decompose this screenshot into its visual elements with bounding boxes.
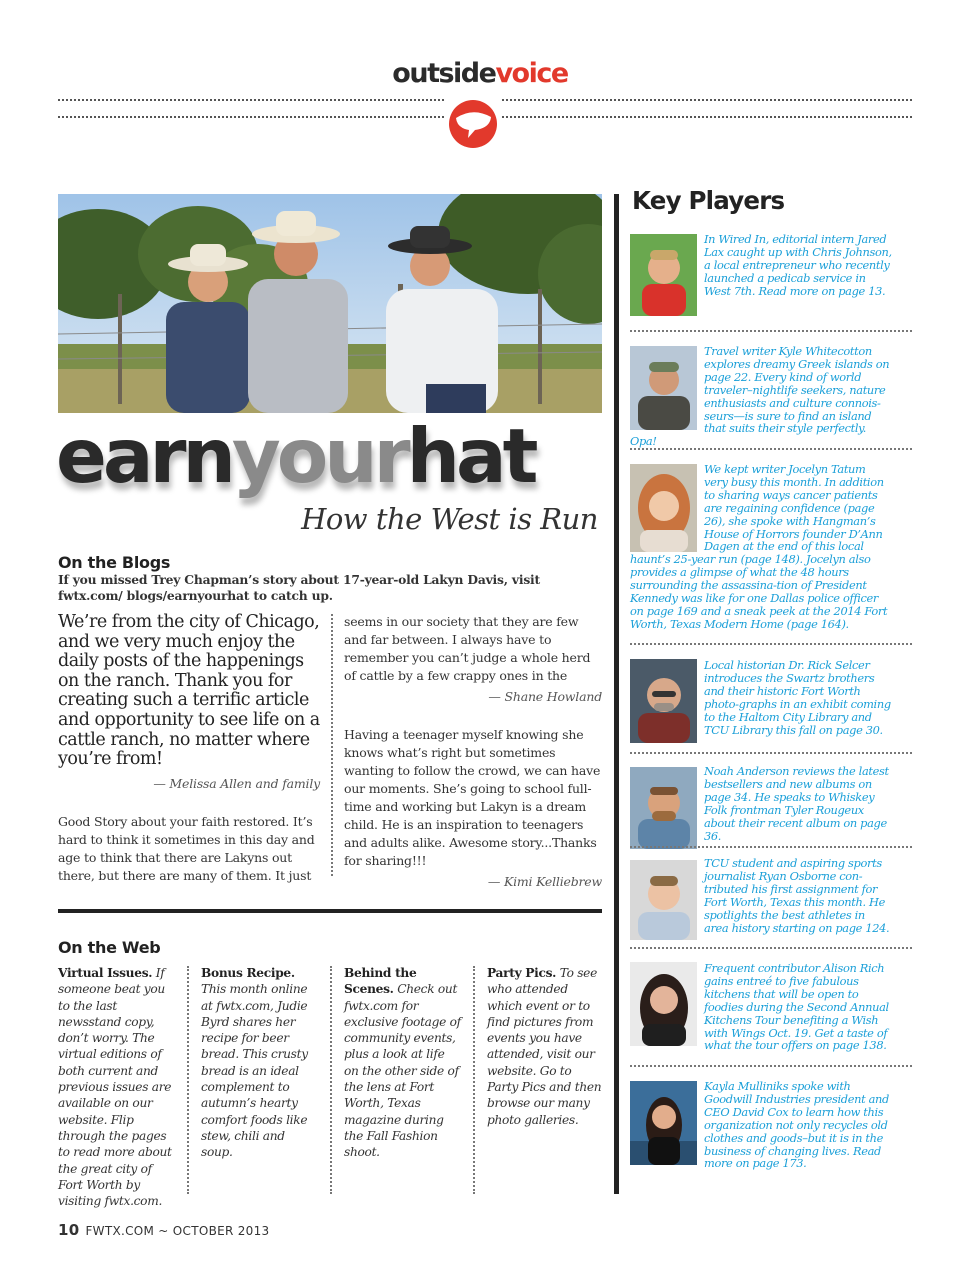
- web-column-divider: [330, 966, 332, 1194]
- feature-subhead: How the West is Run: [301, 502, 598, 536]
- web-item-text: This month online at fwtx.com, Judie Byrd shares her recipe for beer bread. This crusty bread is an ideal complement to autumn’s hearty comfort foods like stew, chili and soup.: [201, 982, 308, 1160]
- key-player-bio: [630, 659, 892, 743]
- reader-comment-2-attribution: — Shane Howland: [488, 689, 602, 704]
- reader-comment-3: Having a teenager myself knowing she knows what’s right but sometimes wanting to follow the crowd, we can have our moments. She’s going to school full-time and working but Lakyn is a dream child. He is an inspiration to teenagers and adults alike. Awesome story...Thanks for sharing!!!: [344, 727, 601, 868]
- web-item-text: Check out fwtx.com for exclusive footage of community events, plus a look at life on the other side of the lens at Fort Worth, Texas magazine during the Fall Fashion shoot.: [344, 982, 461, 1160]
- key-players-divider: [630, 330, 912, 332]
- headline-earn: earn: [56, 412, 232, 500]
- blogs-column-left: [58, 613, 320, 885]
- key-players-divider: [630, 448, 912, 450]
- key-player-bio: [630, 345, 892, 448]
- web-item-virtual-issues: [58, 965, 180, 1209]
- reader-quote-1: We’re from the city of Chicago, and we very much enjoy the daily posts of the happenings on the ranch. Thank you for creating such a terrific article and opportunity to see life on a cattle ranch, no matter where you’re from!: [58, 612, 320, 770]
- section-rule: [58, 909, 602, 913]
- web-item-party-pics: [487, 965, 602, 1128]
- cowboys-photo: [58, 194, 602, 413]
- web-item-title: Bonus Recipe.: [201, 966, 295, 980]
- web-column-divider: [473, 966, 475, 1194]
- web-item-behind-the-scenes: [344, 965, 462, 1161]
- web-item-title: Behind the Scenes.: [344, 966, 417, 997]
- headline-your: your: [231, 412, 407, 500]
- web-item-title: Virtual Issues.: [58, 966, 153, 980]
- key-player-bio-text: We kept writer Jocelyn Tatum very busy this month. In addition to sharing ways cancer patients are regaining confidence (page 26), she spoke with Hangman’s House of Horrors founder D’Ann Dagen at the end of this local haunt’s 25-year run (page 148). Jocelyn also provides a glimpse of what the 48 hours surrounding the assassina-tion of President Kennedy was like for one Dallas police officer on page 169 and a sneak peek at the 2014 Fort Worth, Texas Modern Home (page 164).: [630, 462, 888, 631]
- speech-bubble-icon: [444, 98, 502, 150]
- reader-quote-1-attribution: — Melissa Allen and family: [153, 775, 320, 791]
- web-item-text: If someone beat you to the last newsstand copy, don’t worry. The virtual editions of both current and previous issues are available on our website. Flip through the pages to read more about the great city of Fort Worth by visiting fwtx.com.: [58, 966, 172, 1209]
- web-item-text: To see who attended which event or to find pictures from events you have attended, visit our website. Go to Party Pics and then browse our many photo galleries.: [487, 966, 602, 1127]
- key-player-bio-text: Kayla Mulliniks spoke with Goodwill Industries president and CEO David Cox to learn how this organization not only recycles old clothes and goods–but it is in the business of changing lives. Read more on page 173.: [704, 1079, 889, 1171]
- key-player-bio: [630, 463, 892, 631]
- reader-comment-3-attribution: — Kimi Kelliebrew: [487, 874, 602, 889]
- key-players-rule: [614, 194, 619, 1194]
- headline-hat: hat: [406, 412, 535, 500]
- section-masthead: [0, 58, 960, 89]
- key-player-bio-text: Noah Anderson reviews the latest bestsellers and new albums on page 34. He speaks to Whiskey Folk frontman Tyler Rougeux about their recent album on page 36.: [704, 764, 889, 843]
- key-players-divider: [630, 846, 912, 848]
- key-players-divider: [630, 643, 912, 645]
- reader-comment-2: Good Story about your faith restored. It’s hard to think it sometimes in this day and age to think that there are Lakyns out there, but there are many of them. It just: [58, 813, 315, 883]
- key-players-title: Key Players: [632, 186, 785, 215]
- blogs-intro: If you missed Trey Chapman’s story about 17-year-old Lakyn Davis, visit fwtx.com/ blogs/earnyourhat to catch up.: [58, 572, 540, 603]
- key-player-bio: [630, 962, 892, 1052]
- reader-comment-2-continued-text: seems in our society that they are few and far between. I always have to remember you can’t judge a whole herd of cattle by a few crappy ones in the: [344, 614, 591, 683]
- key-players-divider: [630, 1065, 912, 1067]
- key-players-divider: [630, 947, 912, 949]
- page-footer: [58, 1221, 269, 1239]
- key-player-bio: [630, 857, 892, 937]
- key-player-bio-text: TCU student and aspiring sports journalist Ryan Osborne con-tributed his first assignment for Fort Worth, Texas this month. He spotlights the best athletes in area history starting on page 124.: [704, 856, 890, 935]
- key-player-bio-text: Travel writer Kyle Whitecotton explores dreamy Greek islands on page 22. Every kind of world traveler–nightlife seekers, nature enthusiasts and culture connois-seurs—is sure to find an island that suits their style perfectly. Opa!: [630, 344, 890, 449]
- key-player-bio: [630, 1080, 892, 1170]
- reader-comment-2-continued: [344, 613, 602, 685]
- footer-text: FWTX.COM ~ OCTOBER 2013: [85, 1224, 270, 1238]
- key-players-divider: [630, 752, 912, 754]
- key-player-bio: [630, 765, 892, 847]
- page-number: 10: [58, 1221, 80, 1239]
- key-player-bio-text: Local historian Dr. Rick Selcer introduces the Swartz brothers and their historic Fort Worth photo-graphs in an exhibit coming to the Haltom City Library and TCU Library this fall on page 30.: [704, 658, 891, 737]
- web-item-bonus-recipe: [201, 965, 319, 1161]
- blogs-column-divider: [331, 614, 333, 876]
- key-player-bio: [630, 233, 892, 315]
- key-player-bio-text: Frequent contributor Alison Rich gains entreé to five fabulous kitchens that will be open to foodies during the Second Annual Kitchens Tour benefiting a Wish with Wings Oct. 19. Get a taste of what the tour offers on page 138.: [704, 961, 889, 1053]
- web-section-title: On the Web: [58, 938, 161, 957]
- web-column-divider: [187, 966, 189, 1194]
- key-player-bio-text: In Wired In, editorial intern Jared Lax caught up with Chris Johnson, a local entrepreneur who recently launched a pedicab service in West 7th. Read more on page 13.: [704, 232, 892, 298]
- masthead-outside: outside: [392, 58, 496, 89]
- blogs-column-right: [344, 613, 602, 889]
- web-item-title: Party Pics.: [487, 966, 557, 980]
- blogs-section-title: On the Blogs: [58, 553, 171, 572]
- masthead-voice: voice: [495, 58, 568, 89]
- feature-headline: [56, 410, 535, 502]
